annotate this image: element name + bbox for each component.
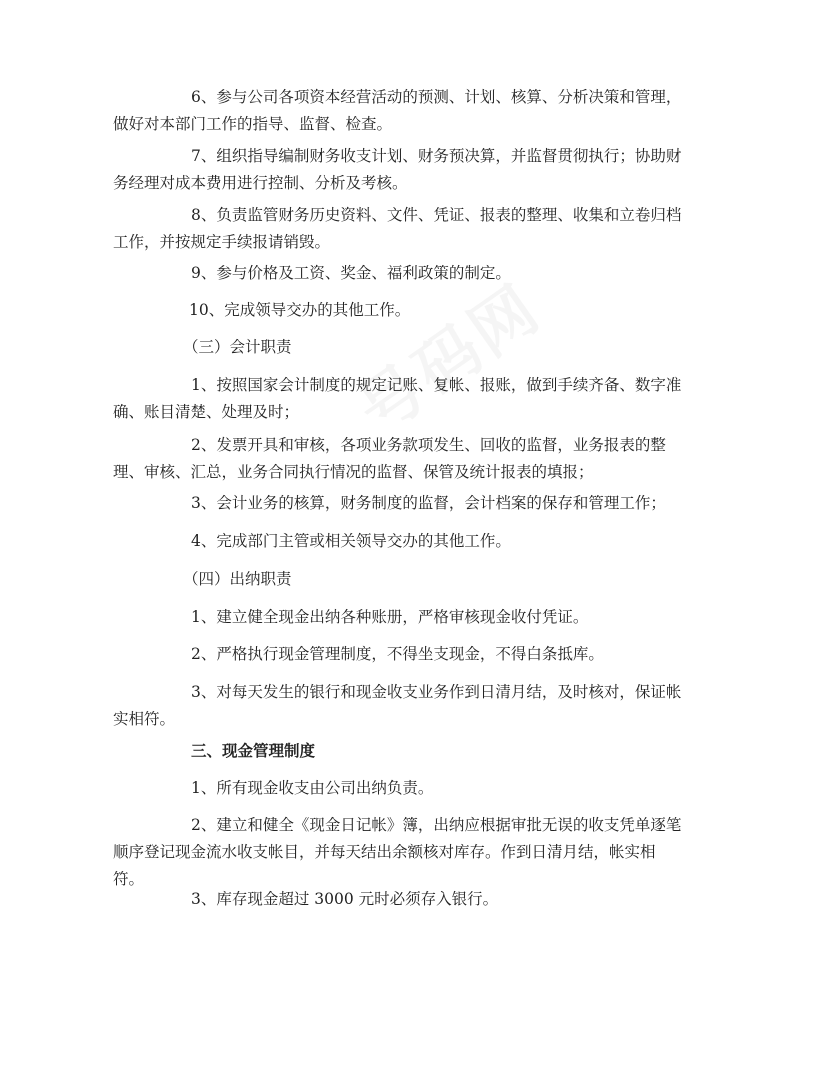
cash-rule-2 [113,812,718,893]
cash-rule-1 [113,775,718,802]
duty-item-6-line-1: 6、参与公司各项资本经营活动的预测、计划、核算、分析决策和管理， [191,88,682,106]
cashier-item-3 [113,679,718,733]
cash-rule-2-line-1: 2、建立和健全《现金日记帐》簿，出纳应根据审批无误的收支凭单逐笔 [191,816,682,834]
accounting-item-2 [113,432,718,486]
duty-item-9 [113,260,718,287]
duty-item-10-text: 10、完成领导交办的其他工作。 [189,301,411,319]
cashier-item-3-line-1: 3、对每天发生的银行和现金收支业务作到日清月结，及时核对，保证帐 [191,683,682,701]
duty-item-7 [113,143,718,197]
section-heading-accounting [113,334,718,361]
accounting-item-4-text: 4、完成部门主管或相关领导交办的其他工作。 [191,532,511,550]
cash-rule-2-line-3: 符。 [113,870,145,888]
duty-item-7-line-2: 务经理对成本费用进行控制、分析及考核。 [113,174,408,192]
duty-item-6 [113,84,718,138]
duty-item-7-line-1: 7、组织指导编制财务收支计划、财务预决算，并监督贯彻执行；协助财 [191,147,682,165]
cash-rule-3 [113,886,718,913]
duty-item-6-line-2: 做好对本部门工作的指导、监督、检查。 [113,115,393,133]
section-heading-cashier-text: （四）出纳职责 [183,570,292,588]
cash-rule-1-text: 1、所有现金收支由公司出纳负责。 [191,779,434,797]
accounting-item-3-text: 3、会计业务的核算，财务制度的监督，会计档案的保存和管理工作； [191,494,666,512]
cashier-item-2 [113,641,718,668]
duty-item-8 [113,202,718,256]
accounting-item-2-line-1: 2、发票开具和审核，各项业务款项发生、回收的监督，业务报表的整 [191,436,666,454]
cash-rule-2-line-2: 顺序登记现金流水收支帐目，并每天结出余额核对库存。作到日清月结，帐实相 [113,843,656,861]
accounting-item-3 [113,490,718,517]
accounting-item-1-line-2: 确、账目清楚、处理及时； [113,403,300,421]
duty-item-8-line-1: 8、负责监管财务历史资料、文件、凭证、报表的整理、收集和立卷归档 [191,206,682,224]
accounting-item-1-line-1: 1、按照国家会计制度的规定记账、复帐、报账，做到手续齐备、数字准 [191,376,682,394]
duty-item-8-line-2: 工作，并按规定手续报请销毁。 [113,233,331,251]
chapter-heading-cash-management [113,738,718,765]
cashier-item-2-text: 2、严格执行现金管理制度，不得坐支现金，不得白条抵库。 [191,645,604,663]
accounting-item-2-line-2: 理、审核、汇总，业务合同执行情况的监督、保管及统计报表的填报； [113,463,594,481]
accounting-item-4 [113,528,718,555]
duty-item-9-text: 9、参与价格及工资、奖金、福利政策的制定。 [191,264,511,282]
accounting-item-1 [113,372,718,426]
section-heading-accounting-text: （三）会计职责 [183,338,292,356]
chapter-heading-cash-management-text: 三、现金管理制度 [191,742,316,760]
section-heading-cashier [113,566,718,593]
duty-item-10 [113,297,718,324]
cashier-item-1-text: 1、建立健全现金出纳各种账册，严格审核现金收付凭证。 [191,608,589,626]
cashier-item-1 [113,604,718,631]
cash-rule-3-text: 3、库存现金超过 3000 元时必须存入银行。 [191,890,499,908]
cashier-item-3-line-2: 实相符。 [113,710,176,728]
